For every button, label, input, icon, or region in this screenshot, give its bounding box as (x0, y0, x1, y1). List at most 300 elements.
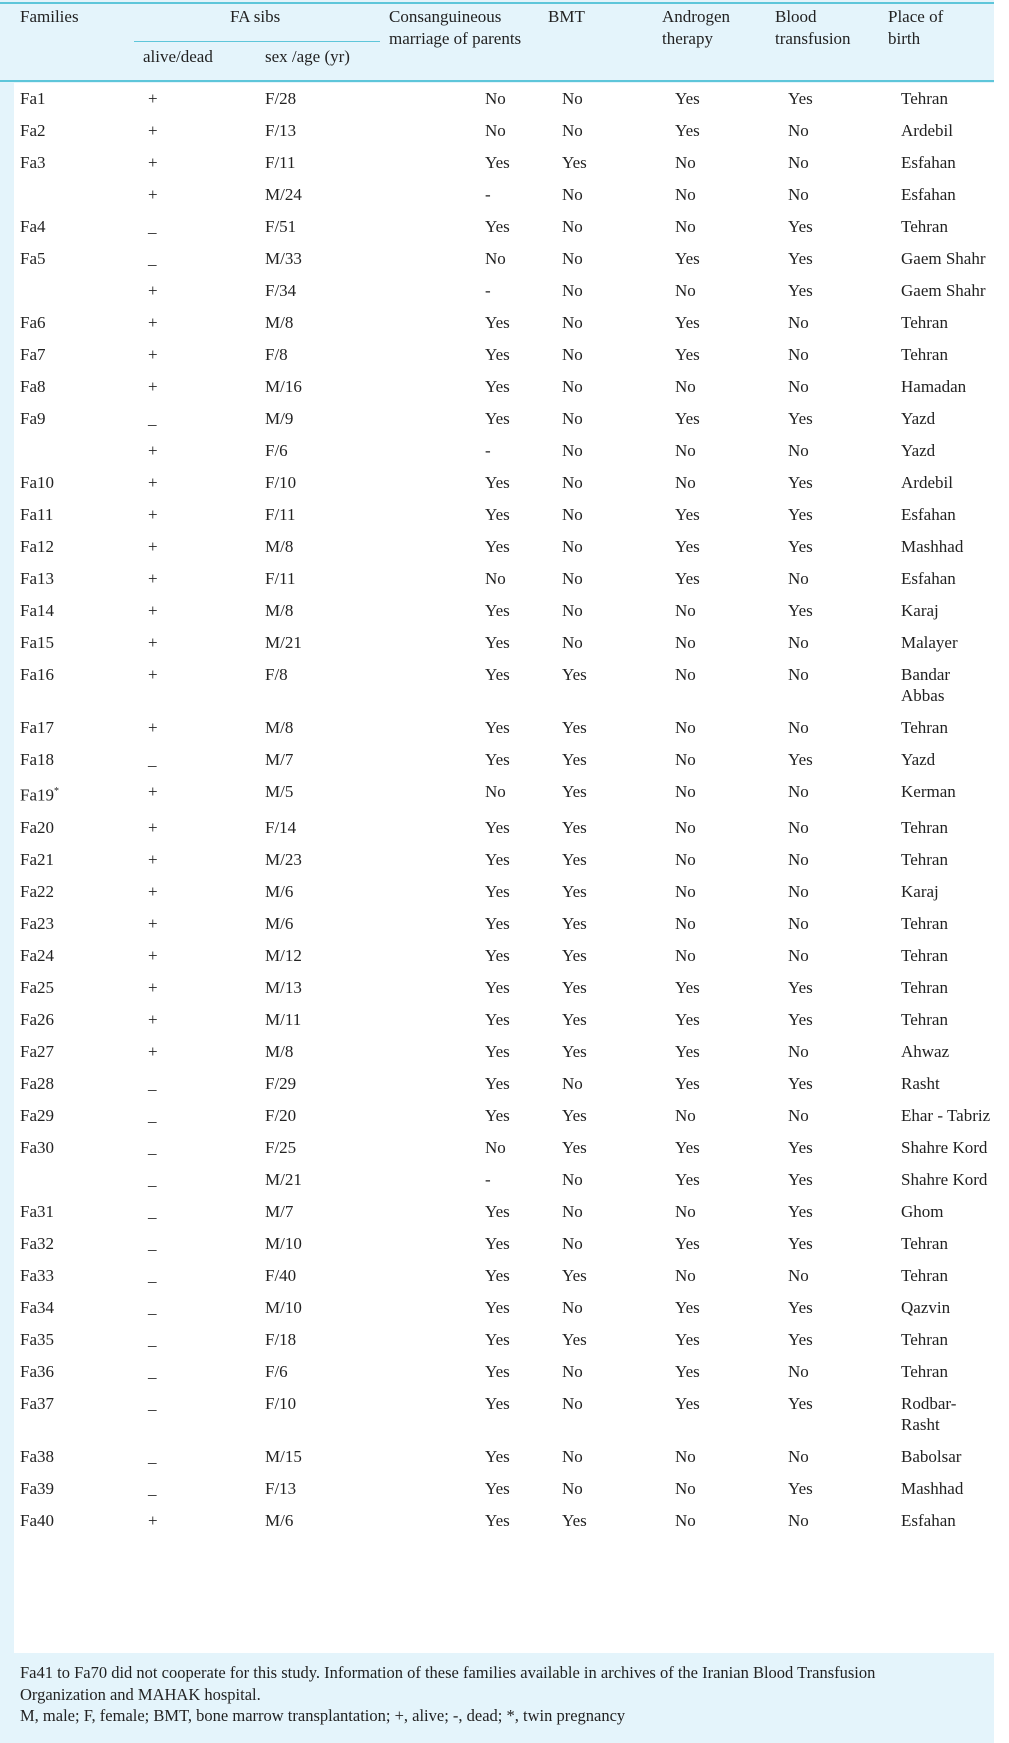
table-row (14, 371, 994, 403)
table-row (14, 595, 994, 627)
place-of-birth-cell-text: Hamadan (901, 377, 967, 396)
place-of-birth-cell-text: Yazd (901, 441, 936, 460)
blood-transfusion-cell (788, 371, 901, 403)
status-cell-text: + (148, 345, 158, 364)
status-cell-text: + (148, 1510, 158, 1530)
consanguineous-cell (445, 147, 562, 179)
androgen-cell-text: No (675, 718, 696, 737)
consanguineous-cell (445, 1068, 562, 1100)
bmt-cell (562, 1132, 675, 1164)
blood-transfusion-cell-text: No (788, 1510, 809, 1530)
place-of-birth-cell (901, 435, 994, 467)
status-cell (148, 1164, 265, 1196)
status-cell (148, 940, 265, 972)
place-of-birth-cell (901, 1292, 994, 1324)
family-cell (14, 627, 148, 659)
androgen-cell (675, 179, 788, 211)
place-of-birth-cell-text: Tehran (901, 1009, 948, 1029)
status-cell (148, 908, 265, 940)
status-cell (148, 744, 265, 776)
family-cell-text: Fa1 (20, 89, 46, 108)
family-cell (14, 1164, 148, 1196)
sex-age-cell (265, 1100, 445, 1132)
sex-age-cell (265, 211, 445, 243)
sex-age-cell (265, 531, 445, 563)
table-row (14, 776, 994, 812)
family-cell-text: Fa8 (20, 377, 46, 396)
status-cell (148, 211, 265, 243)
family-cell (14, 1356, 148, 1388)
sex-age-cell (265, 908, 445, 940)
blood-transfusion-cell-text: No (788, 849, 809, 869)
sex-age-cell-text: M/8 (265, 313, 294, 332)
table-row (14, 1356, 994, 1388)
place-of-birth-cell-text: Tehran (901, 817, 948, 837)
place-of-birth-cell (901, 211, 994, 243)
androgen-cell-text: No (675, 750, 696, 769)
blood-transfusion-cell (788, 1324, 901, 1356)
status-cell-text: + (148, 153, 158, 172)
family-cell (14, 659, 148, 712)
family-cell (14, 307, 148, 339)
consanguineous-cell-text: Yes (485, 1393, 510, 1413)
consanguineous-cell (445, 1228, 562, 1260)
bmt-cell-text: Yes (562, 1009, 587, 1029)
consanguineous-cell (445, 876, 562, 908)
androgen-cell (675, 1132, 788, 1164)
family-cell-text: Fa35 (20, 1329, 54, 1349)
consanguineous-cell (445, 940, 562, 972)
sex-age-cell-text: M/33 (265, 249, 302, 268)
sex-age-cell-text: M/8 (265, 1041, 294, 1061)
family-cell (14, 1036, 148, 1068)
blood-transfusion-cell-text: Yes (788, 750, 813, 769)
family-cell (14, 744, 148, 776)
bmt-cell-text: No (562, 249, 583, 268)
header-fa-sibs: FA sibs (230, 7, 281, 26)
status-cell-text: + (148, 718, 158, 737)
androgen-cell-text: Yes (675, 1233, 700, 1253)
place-of-birth-cell (901, 940, 994, 972)
bmt-cell-text: No (562, 1478, 583, 1498)
bmt-cell-text: Yes (562, 1265, 587, 1285)
androgen-cell-text: No (675, 849, 696, 869)
family-cell (14, 940, 148, 972)
family-cell (14, 1473, 148, 1505)
status-cell (148, 403, 265, 435)
status-cell (148, 972, 265, 1004)
consanguineous-cell-text: Yes (485, 537, 510, 556)
androgen-cell (675, 115, 788, 147)
table-row (14, 179, 994, 211)
sex-age-cell (265, 1292, 445, 1324)
place-of-birth-cell (901, 147, 994, 179)
blood-transfusion-cell-text: No (788, 1446, 809, 1466)
table-row (14, 1228, 994, 1260)
place-of-birth-cell (901, 115, 994, 147)
table-row (14, 1473, 994, 1505)
status-cell-text: + (148, 782, 158, 801)
place-of-birth-cell (901, 876, 994, 908)
blood-transfusion-cell (788, 563, 901, 595)
table-row (14, 812, 994, 844)
table-row (14, 744, 994, 776)
place-of-birth-cell (901, 1228, 994, 1260)
status-cell-text: _ (148, 1446, 157, 1466)
table-row (14, 972, 994, 1004)
bmt-cell (562, 1100, 675, 1132)
family-cell-text: Fa6 (20, 313, 46, 332)
table-row (14, 275, 994, 307)
status-cell (148, 1388, 265, 1441)
bmt-cell-text: No (562, 537, 583, 556)
status-cell-text: + (148, 441, 158, 460)
androgen-cell-text: No (675, 665, 696, 684)
blood-transfusion-cell-text: Yes (788, 1201, 813, 1221)
androgen-cell-text: No (675, 601, 696, 620)
status-cell (148, 844, 265, 876)
place-of-birth-cell (901, 1164, 994, 1196)
blood-transfusion-cell-text: No (788, 153, 809, 172)
place-of-birth-cell (901, 744, 994, 776)
family-cell-text: Fa2 (20, 121, 46, 140)
blood-transfusion-cell (788, 1505, 901, 1537)
place-of-birth-cell-text: Tehran (901, 89, 948, 108)
blood-transfusion-cell (788, 876, 901, 908)
consanguineous-cell (445, 1100, 562, 1132)
fa-sibs-rule (134, 41, 380, 42)
androgen-cell (675, 1388, 788, 1441)
family-cell (14, 211, 148, 243)
table-row (14, 1260, 994, 1292)
family-cell (14, 83, 148, 115)
bmt-cell (562, 435, 675, 467)
sex-age-cell (265, 499, 445, 531)
place-of-birth-cell (901, 1260, 994, 1292)
androgen-cell-text: Yes (675, 1169, 700, 1189)
androgen-cell (675, 627, 788, 659)
androgen-cell-text: Yes (675, 569, 700, 588)
bmt-cell-text: No (562, 345, 583, 364)
family-cell-text: Fa7 (20, 345, 46, 364)
status-cell-text: + (148, 313, 158, 332)
blood-transfusion-cell-text: No (788, 185, 809, 204)
family-cell (14, 1292, 148, 1324)
androgen-cell (675, 83, 788, 115)
consanguineous-cell-text: Yes (485, 881, 510, 901)
blood-transfusion-cell-text: No (788, 313, 809, 332)
bmt-cell (562, 712, 675, 744)
status-cell (148, 563, 265, 595)
status-cell-text: + (148, 281, 158, 300)
androgen-cell (675, 595, 788, 627)
status-cell-text: + (148, 601, 158, 620)
place-of-birth-cell (901, 1473, 994, 1505)
blood-transfusion-cell-text: Yes (788, 1169, 813, 1189)
androgen-cell (675, 467, 788, 499)
androgen-cell (675, 876, 788, 908)
consanguineous-cell (445, 1196, 562, 1228)
status-cell-text: _ (148, 1201, 157, 1221)
blood-transfusion-cell (788, 712, 901, 744)
bmt-cell (562, 1036, 675, 1068)
blood-transfusion-cell-text: No (788, 913, 809, 933)
sex-age-cell (265, 115, 445, 147)
status-cell (148, 1473, 265, 1505)
table-row (14, 908, 994, 940)
bmt-cell-text: Yes (562, 849, 587, 869)
family-cell (14, 1260, 148, 1292)
table-row (14, 1164, 994, 1196)
sex-age-cell (265, 1356, 445, 1388)
consanguineous-cell (445, 1004, 562, 1036)
place-of-birth-cell-text: Ardebil (901, 121, 953, 140)
sex-age-cell-text: F/6 (265, 1361, 288, 1381)
place-of-birth-cell (901, 1441, 994, 1473)
sex-age-cell-text: F/51 (265, 217, 297, 236)
bmt-cell-text: Yes (562, 977, 587, 997)
status-cell (148, 275, 265, 307)
sex-age-cell-text: M/8 (265, 601, 294, 620)
bmt-cell-text: No (562, 441, 583, 460)
sex-age-cell-text: M/6 (265, 913, 294, 933)
family-cell (14, 1505, 148, 1537)
status-cell (148, 1292, 265, 1324)
table-row (14, 403, 994, 435)
sex-age-cell-text: M/21 (265, 1169, 302, 1189)
sex-age-cell-text: F/20 (265, 1105, 297, 1125)
blood-transfusion-cell-text: Yes (788, 249, 813, 268)
androgen-cell (675, 243, 788, 275)
bmt-cell-text: Yes (562, 153, 587, 172)
table-row (14, 467, 994, 499)
blood-transfusion-cell (788, 211, 901, 243)
androgen-cell-text: No (675, 817, 696, 837)
family-cell-text: Fa27 (20, 1041, 54, 1061)
family-cell (14, 876, 148, 908)
status-cell-text: + (148, 945, 158, 965)
status-cell (148, 812, 265, 844)
place-of-birth-cell-text: Tehran (901, 849, 948, 869)
consanguineous-cell (445, 435, 562, 467)
place-of-birth-cell (901, 1324, 994, 1356)
androgen-cell (675, 211, 788, 243)
sex-age-cell (265, 1388, 445, 1441)
status-cell (148, 1004, 265, 1036)
status-cell (148, 1505, 265, 1537)
bmt-cell-text: Yes (562, 750, 587, 769)
sex-age-cell (265, 844, 445, 876)
androgen-cell (675, 499, 788, 531)
family-cell-text: Fa25 (20, 977, 54, 997)
family-cell-text: Fa21 (20, 849, 54, 869)
family-cell (14, 908, 148, 940)
header-sex-age: sex /age (yr) (265, 47, 350, 66)
bmt-cell-text: No (562, 473, 583, 492)
sex-age-cell (265, 1441, 445, 1473)
place-of-birth-cell (901, 712, 994, 744)
bmt-cell (562, 83, 675, 115)
blood-transfusion-cell-text: Yes (788, 473, 813, 492)
table-row (14, 563, 994, 595)
table-row (14, 1292, 994, 1324)
bmt-cell (562, 307, 675, 339)
place-of-birth-cell-text: Esfahan (901, 569, 956, 588)
androgen-cell (675, 1036, 788, 1068)
family-cell (14, 812, 148, 844)
status-cell (148, 307, 265, 339)
sex-age-cell-text: M/8 (265, 537, 294, 556)
blood-transfusion-cell (788, 1292, 901, 1324)
header-bmt: BMT (548, 7, 585, 26)
table-row (14, 844, 994, 876)
androgen-cell-text: Yes (675, 1073, 700, 1093)
family-cell-text: Fa10 (20, 473, 54, 492)
androgen-cell-text: No (675, 185, 696, 204)
status-cell-text: _ (148, 1105, 157, 1125)
header-rule (0, 80, 994, 82)
family-cell-text: Fa17 (20, 718, 54, 737)
consanguineous-cell-text: Yes (485, 1073, 510, 1093)
status-cell (148, 659, 265, 712)
bmt-cell (562, 403, 675, 435)
bmt-cell-text: No (562, 1169, 583, 1189)
bmt-cell (562, 1164, 675, 1196)
family-cell (14, 531, 148, 563)
place-of-birth-cell-text: Mashhad (901, 537, 964, 556)
blood-transfusion-cell (788, 531, 901, 563)
status-cell (148, 371, 265, 403)
status-cell (148, 1228, 265, 1260)
blood-transfusion-cell-text: Yes (788, 89, 813, 108)
status-cell (148, 243, 265, 275)
place-of-birth-cell-text: Ehar - Tabriz (901, 1105, 991, 1125)
androgen-cell-text: No (675, 217, 696, 236)
family-cell-text: Fa9 (20, 409, 46, 428)
place-of-birth-cell-text: Tehran (901, 977, 948, 997)
status-cell-text: + (148, 505, 158, 524)
place-of-birth-cell-text: Tehran (901, 718, 948, 737)
family-cell-text: Fa40 (20, 1510, 54, 1530)
place-of-birth-cell (901, 908, 994, 940)
table-row (14, 243, 994, 275)
sex-age-cell (265, 1004, 445, 1036)
bmt-cell (562, 211, 675, 243)
androgen-cell-text: No (675, 782, 696, 801)
family-cell (14, 1441, 148, 1473)
bmt-cell (562, 876, 675, 908)
consanguineous-cell (445, 179, 562, 211)
table-row (14, 499, 994, 531)
consanguineous-cell (445, 1036, 562, 1068)
androgen-cell (675, 435, 788, 467)
place-of-birth-cell-text: Tehran (901, 1265, 948, 1285)
place-of-birth-cell (901, 307, 994, 339)
sex-age-cell-text: F/11 (265, 569, 296, 588)
place-of-birth-cell (901, 659, 994, 712)
consanguineous-cell-text: Yes (485, 473, 510, 492)
sex-age-cell (265, 595, 445, 627)
blood-transfusion-cell (788, 275, 901, 307)
status-cell-text: + (148, 1041, 158, 1061)
status-cell-text: _ (148, 1169, 157, 1189)
consanguineous-cell-text: Yes (485, 1329, 510, 1349)
androgen-cell (675, 1164, 788, 1196)
consanguineous-cell-text: Yes (485, 633, 510, 652)
consanguineous-cell (445, 908, 562, 940)
bmt-cell-text: No (562, 633, 583, 652)
androgen-cell-text: No (675, 1201, 696, 1221)
androgen-cell-text: No (675, 281, 696, 300)
family-cell-text: Fa30 (20, 1137, 54, 1157)
place-of-birth-cell-text: Ghom (901, 1201, 944, 1221)
blood-transfusion-cell (788, 744, 901, 776)
androgen-cell (675, 1441, 788, 1473)
androgen-cell (675, 712, 788, 744)
bmt-cell (562, 940, 675, 972)
consanguineous-cell-text: Yes (485, 665, 510, 684)
family-cell-text: Fa38 (20, 1446, 54, 1466)
sex-age-cell (265, 403, 445, 435)
consanguineous-cell-text: - (485, 1169, 491, 1189)
family-cell (14, 435, 148, 467)
blood-transfusion-cell (788, 1100, 901, 1132)
consanguineous-cell-text: - (485, 441, 491, 460)
bmt-cell-text: Yes (562, 1105, 587, 1125)
sex-age-cell (265, 940, 445, 972)
place-of-birth-cell-text: Shahre Kord (901, 1169, 988, 1189)
status-cell (148, 1356, 265, 1388)
consanguineous-cell-text: Yes (485, 750, 510, 769)
place-of-birth-cell-text: Qazvin (901, 1297, 951, 1317)
place-of-birth-cell-text: Karaj (901, 601, 939, 620)
place-of-birth-cell-text: Tehran (901, 1233, 948, 1253)
place-of-birth-cell-text: Shahre Kord (901, 1137, 988, 1157)
bmt-cell-text: No (562, 281, 583, 300)
blood-transfusion-cell (788, 1164, 901, 1196)
header-androgen: Androgen therapy (662, 7, 730, 48)
consanguineous-cell-text: Yes (485, 345, 510, 364)
sex-age-cell-text: M/8 (265, 718, 294, 737)
data-table (14, 83, 994, 1537)
place-of-birth-cell-text: Rasht (901, 1073, 940, 1093)
androgen-cell-text: Yes (675, 1393, 700, 1413)
consanguineous-cell (445, 1505, 562, 1537)
family-cell-text: Fa33 (20, 1265, 54, 1285)
place-of-birth-cell-text: Rodbar-Rasht (901, 1393, 957, 1434)
consanguineous-cell (445, 243, 562, 275)
sex-age-cell (265, 972, 445, 1004)
sex-age-cell (265, 83, 445, 115)
consanguineous-cell-text: Yes (485, 153, 510, 172)
blood-transfusion-cell-text: Yes (788, 1233, 813, 1253)
bmt-cell (562, 1388, 675, 1441)
family-cell (14, 499, 148, 531)
androgen-cell-text: No (675, 1446, 696, 1466)
blood-transfusion-cell-text: No (788, 1041, 809, 1061)
bmt-cell-text: No (562, 1446, 583, 1466)
androgen-cell-text: Yes (675, 249, 700, 268)
consanguineous-cell (445, 659, 562, 712)
table-row (14, 712, 994, 744)
status-cell (148, 467, 265, 499)
bmt-cell (562, 1196, 675, 1228)
bmt-cell-text: Yes (562, 1510, 587, 1530)
sex-age-cell (265, 627, 445, 659)
blood-transfusion-cell-text: Yes (788, 1393, 813, 1413)
consanguineous-cell (445, 307, 562, 339)
consanguineous-cell (445, 563, 562, 595)
